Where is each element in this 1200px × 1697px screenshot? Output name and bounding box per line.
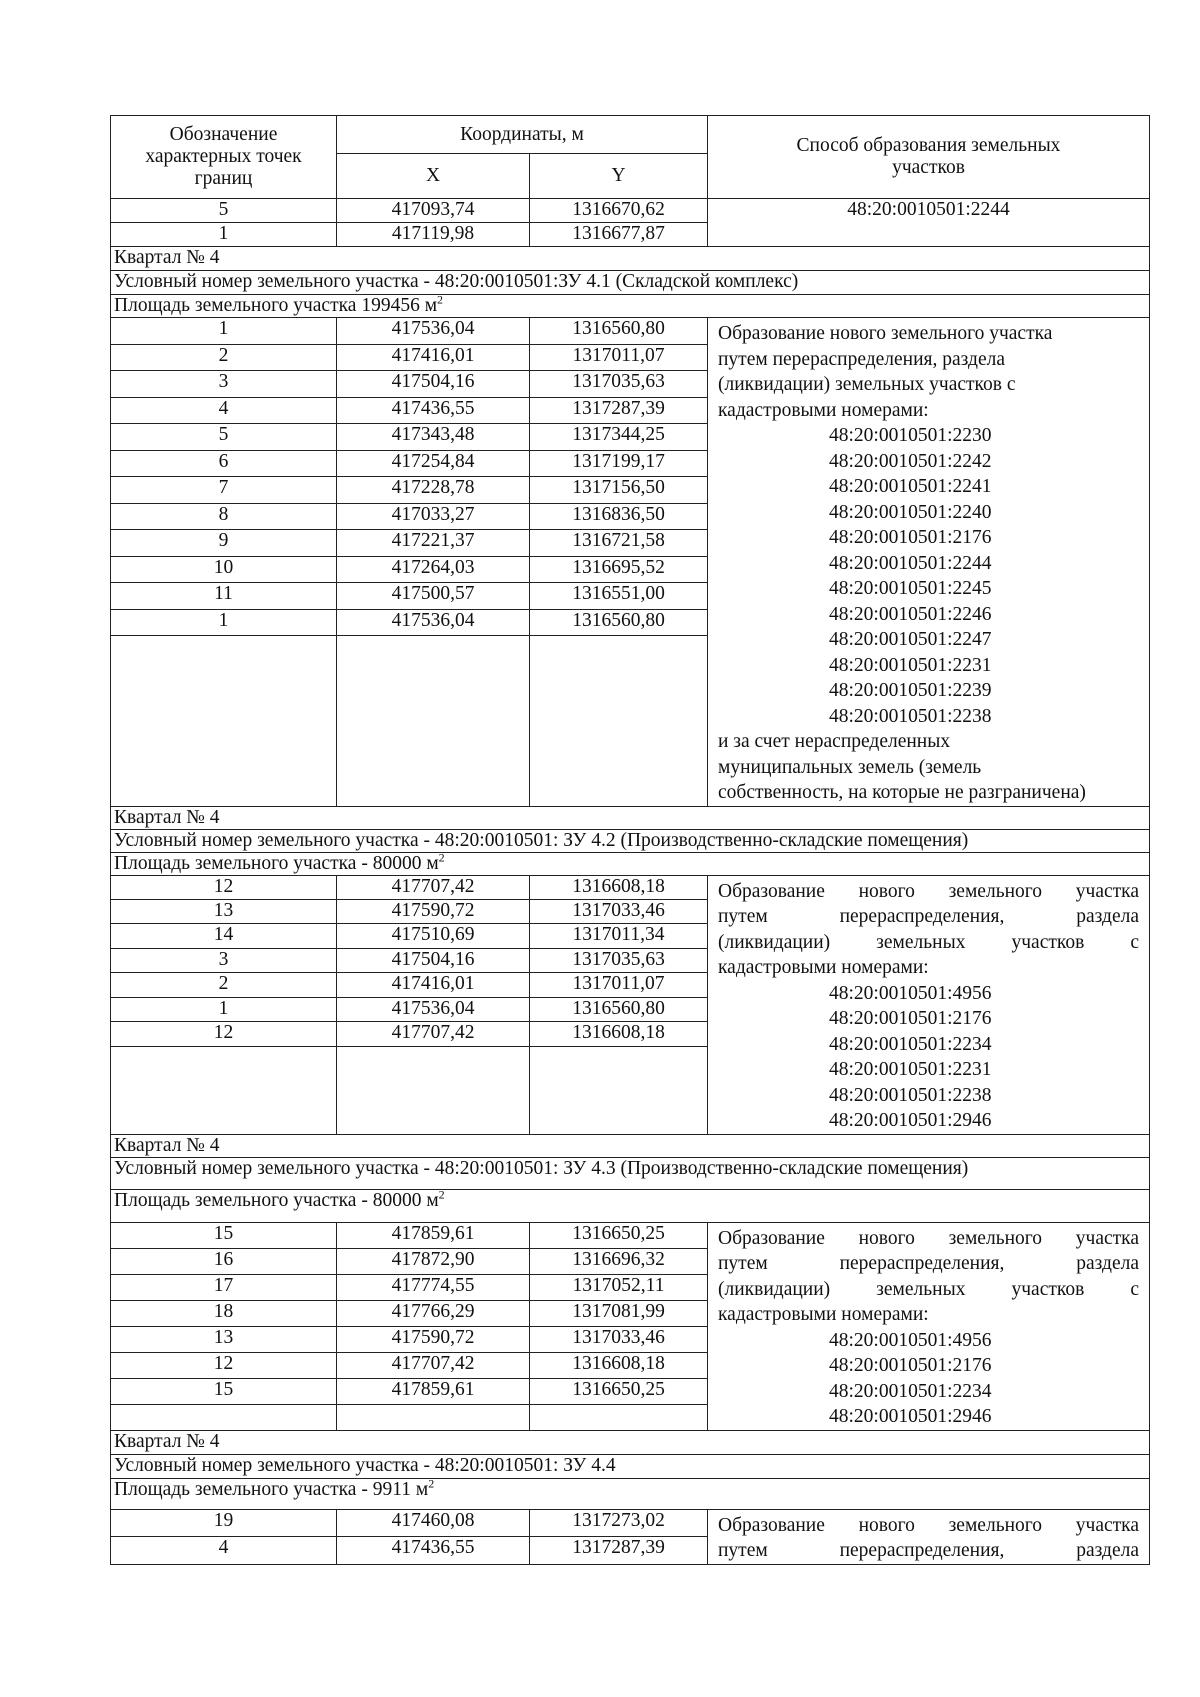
coord-y: 1316551,00 (530, 583, 708, 610)
coord-y: 1316721,58 (530, 530, 708, 557)
formation-method (708, 1509, 1150, 1564)
empty-cell (337, 1404, 530, 1430)
point-number: 4 (111, 1537, 337, 1565)
method-line: путем перераспределения, раздела (718, 1253, 1139, 1274)
coord-y: 1316650,25 (530, 1378, 708, 1404)
coord-y: 1317052,11 (530, 1274, 708, 1300)
kvartal-label-text: Квартал № 4 (114, 1134, 220, 1156)
point-number: 1 (111, 318, 337, 345)
method-line: Образование нового земельного участка (718, 323, 1053, 344)
kvartal-label-row (111, 247, 1150, 271)
coord-x: 417536,04 (337, 609, 530, 636)
point-number: 14 (111, 924, 337, 948)
coord-y: 1316560,80 (530, 609, 708, 636)
method-line: (ликвидации) земельных участков с (718, 374, 1016, 395)
coord-x: 417416,01 (337, 344, 530, 371)
point-number: 3 (111, 371, 337, 398)
point-number: 12 (111, 1352, 337, 1378)
header-points: Обозначение характерных точек границ (111, 116, 337, 199)
point-number: 8 (111, 503, 337, 530)
point-number: 1 (111, 609, 337, 636)
coord-x: 417228,78 (337, 477, 530, 504)
coord-x: 417707,42 (337, 875, 530, 899)
coord-x: 417343,48 (337, 424, 530, 451)
area-unit-sup: 2 (438, 852, 445, 864)
cadastral-number: 48:20:0010501:2234 (829, 1033, 992, 1055)
method-line: (ликвидации) земельных участков с (718, 931, 1139, 953)
kvartal-label-row (111, 1430, 1150, 1454)
point-number: 5 (111, 424, 337, 451)
method-line: кадастровыми номерами: (718, 957, 929, 978)
table-row (111, 199, 1150, 223)
coord-y: 1317287,39 (530, 397, 708, 424)
formation-method: 48:20:0010501:2244 (708, 199, 1150, 247)
empty-cell (111, 636, 337, 806)
area-label-text: Площадь земельного участка - 80000 м (114, 1189, 439, 1211)
coord-y: 1316677,87 (530, 223, 708, 247)
coord-y: 1317287,39 (530, 1537, 708, 1565)
formation-method (708, 318, 1150, 807)
header-method: Способ образования земельных участков (708, 116, 1150, 199)
cadastral-number: 48:20:0010501:4956 (829, 1329, 992, 1351)
method-line: муниципальных земель (земель (718, 756, 982, 778)
header-y: Y (530, 154, 708, 199)
coord-y: 1317081,99 (530, 1300, 708, 1326)
coord-y: 1316836,50 (530, 503, 708, 530)
uchastok-label (111, 1454, 1150, 1478)
point-number: 13 (111, 899, 337, 923)
cadastral-number: 48:20:0010501:2946 (829, 1110, 992, 1131)
coord-x: 417119,98 (337, 223, 530, 247)
method-line: путем перераспределения, раздела (718, 348, 1005, 370)
coord-x: 417254,84 (337, 450, 530, 477)
uchastok-label (111, 271, 1150, 295)
coord-x: 417872,90 (337, 1248, 530, 1274)
area-label-text: Площадь земельного участка - 9911 м (114, 1478, 429, 1500)
point-number: 12 (111, 1022, 337, 1046)
uchastok-label-text: Условный номер земельного участка - 48:20:0010501: ЗУ 4.3 (Производственно-складские помещения) (114, 1157, 969, 1179)
cadastral-number: 48:20:0010501:2238 (829, 705, 992, 727)
uchastok-label-row (111, 1157, 1150, 1189)
point-number: 19 (111, 1509, 337, 1537)
coord-y: 1316650,25 (530, 1222, 708, 1248)
method-line: Образование нового земельного участка (718, 880, 1139, 902)
coord-y: 1316670,62 (530, 199, 708, 223)
point-number: 9 (111, 530, 337, 557)
point-number: 17 (111, 1274, 337, 1300)
coord-y: 1317344,25 (530, 424, 708, 451)
coord-y: 1316560,80 (530, 997, 708, 1021)
coord-x: 417416,01 (337, 973, 530, 997)
point-number: 10 (111, 556, 337, 583)
cadastral-number: 48:20:0010501:2230 (829, 425, 992, 446)
point-number: 4 (111, 397, 337, 424)
coord-x: 417774,55 (337, 1274, 530, 1300)
coord-x: 417707,42 (337, 1352, 530, 1378)
uchastok-label-row (111, 271, 1150, 295)
coord-y: 1317035,63 (530, 948, 708, 972)
coord-x: 417264,03 (337, 556, 530, 583)
table-row (111, 1509, 1150, 1537)
method-line: (ликвидации) земельных участков с (718, 1278, 1139, 1300)
cadastral-number: 48:20:0010501:2246 (829, 603, 992, 625)
area-label (111, 1189, 1150, 1222)
area-label (111, 1478, 1150, 1509)
table-row (111, 318, 1150, 345)
coord-x: 417766,29 (337, 1300, 530, 1326)
cadastral-number: 48:20:0010501:2247 (829, 629, 992, 650)
uchastok-label-text: Условный номер земельного участка - 48:20:0010501: ЗУ 4.4 (114, 1454, 616, 1476)
kvartal-label-row (111, 1134, 1150, 1157)
cadastral-number: 48:20:0010501:2240 (829, 501, 992, 523)
point-number: 11 (111, 583, 337, 610)
empty-cell (530, 1046, 708, 1134)
empty-cell (530, 1404, 708, 1430)
cadastral-number: 48:20:0010501:4956 (829, 982, 992, 1004)
area-label (111, 852, 1150, 875)
area-unit-sup: 2 (428, 1478, 435, 1490)
point-number: 2 (111, 344, 337, 371)
area-label-row (111, 295, 1150, 318)
area-unit-sup: 2 (438, 1189, 445, 1201)
header-x: X (337, 154, 530, 199)
cadastral-number: 48:20:0010501:2245 (829, 578, 992, 599)
coord-x: 417504,16 (337, 948, 530, 972)
coord-x: 417859,61 (337, 1378, 530, 1404)
coord-y: 1316608,18 (530, 1022, 708, 1046)
point-number: 3 (111, 948, 337, 972)
kvartal-label-text: Квартал № 4 (114, 1430, 220, 1452)
point-number: 18 (111, 1300, 337, 1326)
point-number: 16 (111, 1248, 337, 1274)
cadastral-number: 48:20:0010501:2241 (829, 476, 992, 497)
empty-cell (111, 1046, 337, 1134)
cadastral-number: 48:20:0010501:2946 (829, 1406, 992, 1427)
area-unit-sup: 2 (437, 294, 444, 307)
kvartal-label-row (111, 806, 1150, 829)
cadastral-number: 48:20:0010501:2242 (829, 450, 992, 472)
coord-x: 417590,72 (337, 1326, 530, 1352)
empty-cell (337, 636, 530, 806)
point-number: 1 (111, 223, 337, 247)
uchastok-label-text: Условный номер земельного участка - 48:20:0010501: ЗУ 4.2 (Производственно-складские помещения) (114, 829, 969, 851)
coord-x: 417093,74 (337, 199, 530, 223)
point-number: 5 (111, 199, 337, 223)
coord-y: 1317035,63 (530, 371, 708, 398)
cadastral-number: 48:20:0010501:2231 (829, 654, 992, 676)
coord-y: 1316560,80 (530, 318, 708, 345)
uchastok-label-row (111, 1454, 1150, 1478)
coord-x: 417460,08 (337, 1509, 530, 1537)
coord-x: 417590,72 (337, 899, 530, 923)
kvartal-label (111, 1134, 1150, 1157)
coord-x: 417033,27 (337, 503, 530, 530)
coord-y: 1317011,07 (530, 973, 708, 997)
empty-cell (530, 636, 708, 806)
coord-y: 1317011,34 (530, 924, 708, 948)
cadastral-number: 48:20:0010501:2231 (829, 1059, 992, 1080)
area-label-row (111, 852, 1150, 875)
point-number: 7 (111, 477, 337, 504)
formation-method (708, 1222, 1150, 1430)
point-number: 13 (111, 1326, 337, 1352)
coord-x: 417510,69 (337, 924, 530, 948)
coord-x: 417859,61 (337, 1222, 530, 1248)
kvartal-label-text: Квартал № 4 (114, 806, 220, 828)
uchastok-label-row (111, 829, 1150, 852)
area-label-text: Площадь земельного участка - 80000 м (114, 852, 439, 874)
uchastok-label-text: Условный номер земельного участка - 48:20:0010501:ЗУ 4.1 (Складской комплекс) (114, 271, 799, 292)
uchastok-label (111, 829, 1150, 852)
coord-y: 1317199,17 (530, 450, 708, 477)
method-line: путем перераспределения, раздела (718, 1540, 1139, 1561)
area-label (111, 295, 1150, 318)
coord-x: 417504,16 (337, 371, 530, 398)
coord-x: 417436,55 (337, 1537, 530, 1565)
kvartal-label (111, 806, 1150, 829)
kvartal-label (111, 1430, 1150, 1454)
table-row (111, 875, 1150, 899)
point-number: 15 (111, 1222, 337, 1248)
cadastral-number: 48:20:0010501:2239 (829, 680, 992, 701)
coord-y: 1316695,52 (530, 556, 708, 583)
coord-y: 1316608,18 (530, 1352, 708, 1378)
coord-y: 1317033,46 (530, 1326, 708, 1352)
point-number: 12 (111, 875, 337, 899)
header-coords: Координаты, м (337, 116, 708, 154)
cadastral-number: 48:20:0010501:2234 (829, 1380, 992, 1402)
coord-x: 417707,42 (337, 1022, 530, 1046)
coord-x: 417221,37 (337, 530, 530, 557)
empty-cell (337, 1046, 530, 1134)
cadastral-number: 48:20:0010501:2176 (829, 1008, 992, 1029)
area-label-text: Площадь земельного участка 199456 м (114, 295, 438, 316)
coord-x: 417536,04 (337, 318, 530, 345)
coord-y: 1316608,18 (530, 875, 708, 899)
uchastok-label (111, 1157, 1150, 1189)
point-number: 15 (111, 1378, 337, 1404)
method-line: кадастровыми номерами: (718, 399, 929, 421)
area-label-row (111, 1189, 1150, 1222)
coord-y: 1317273,02 (530, 1509, 708, 1537)
coord-y: 1316696,32 (530, 1248, 708, 1274)
coord-x: 417500,57 (337, 583, 530, 610)
coord-y: 1317033,46 (530, 899, 708, 923)
point-number: 2 (111, 973, 337, 997)
coordinates-table (110, 115, 1150, 1565)
coord-x: 417436,55 (337, 397, 530, 424)
method-line: собственность, на которые не разграничена) (718, 782, 1086, 803)
area-label-row (111, 1478, 1150, 1509)
coord-y: 1317011,07 (530, 344, 708, 371)
kvartal-label-text: Квартал № 4 (114, 247, 220, 268)
cadastral-number: 48:20:0010501:2244 (829, 552, 992, 574)
coord-x: 417536,04 (337, 997, 530, 1021)
method-line: Образование нового земельного участка (718, 1514, 1139, 1536)
point-number: 1 (111, 997, 337, 1021)
formation-method (708, 875, 1150, 1134)
cadastral-number: 48:20:0010501:2238 (829, 1084, 992, 1106)
point-number: 6 (111, 450, 337, 477)
method-line: и за счет нераспределенных (718, 731, 951, 752)
empty-cell (111, 1404, 337, 1430)
kvartal-label (111, 247, 1150, 271)
cadastral-number: 48:20:0010501:2176 (829, 1355, 992, 1376)
cadastral-number: 48:20:0010501:2176 (829, 527, 992, 548)
coord-y: 1317156,50 (530, 477, 708, 504)
table-row (111, 1222, 1150, 1248)
method-line: кадастровыми номерами: (718, 1304, 929, 1325)
method-line: путем перераспределения, раздела (718, 906, 1139, 927)
method-line: Образование нового земельного участка (718, 1227, 1139, 1249)
